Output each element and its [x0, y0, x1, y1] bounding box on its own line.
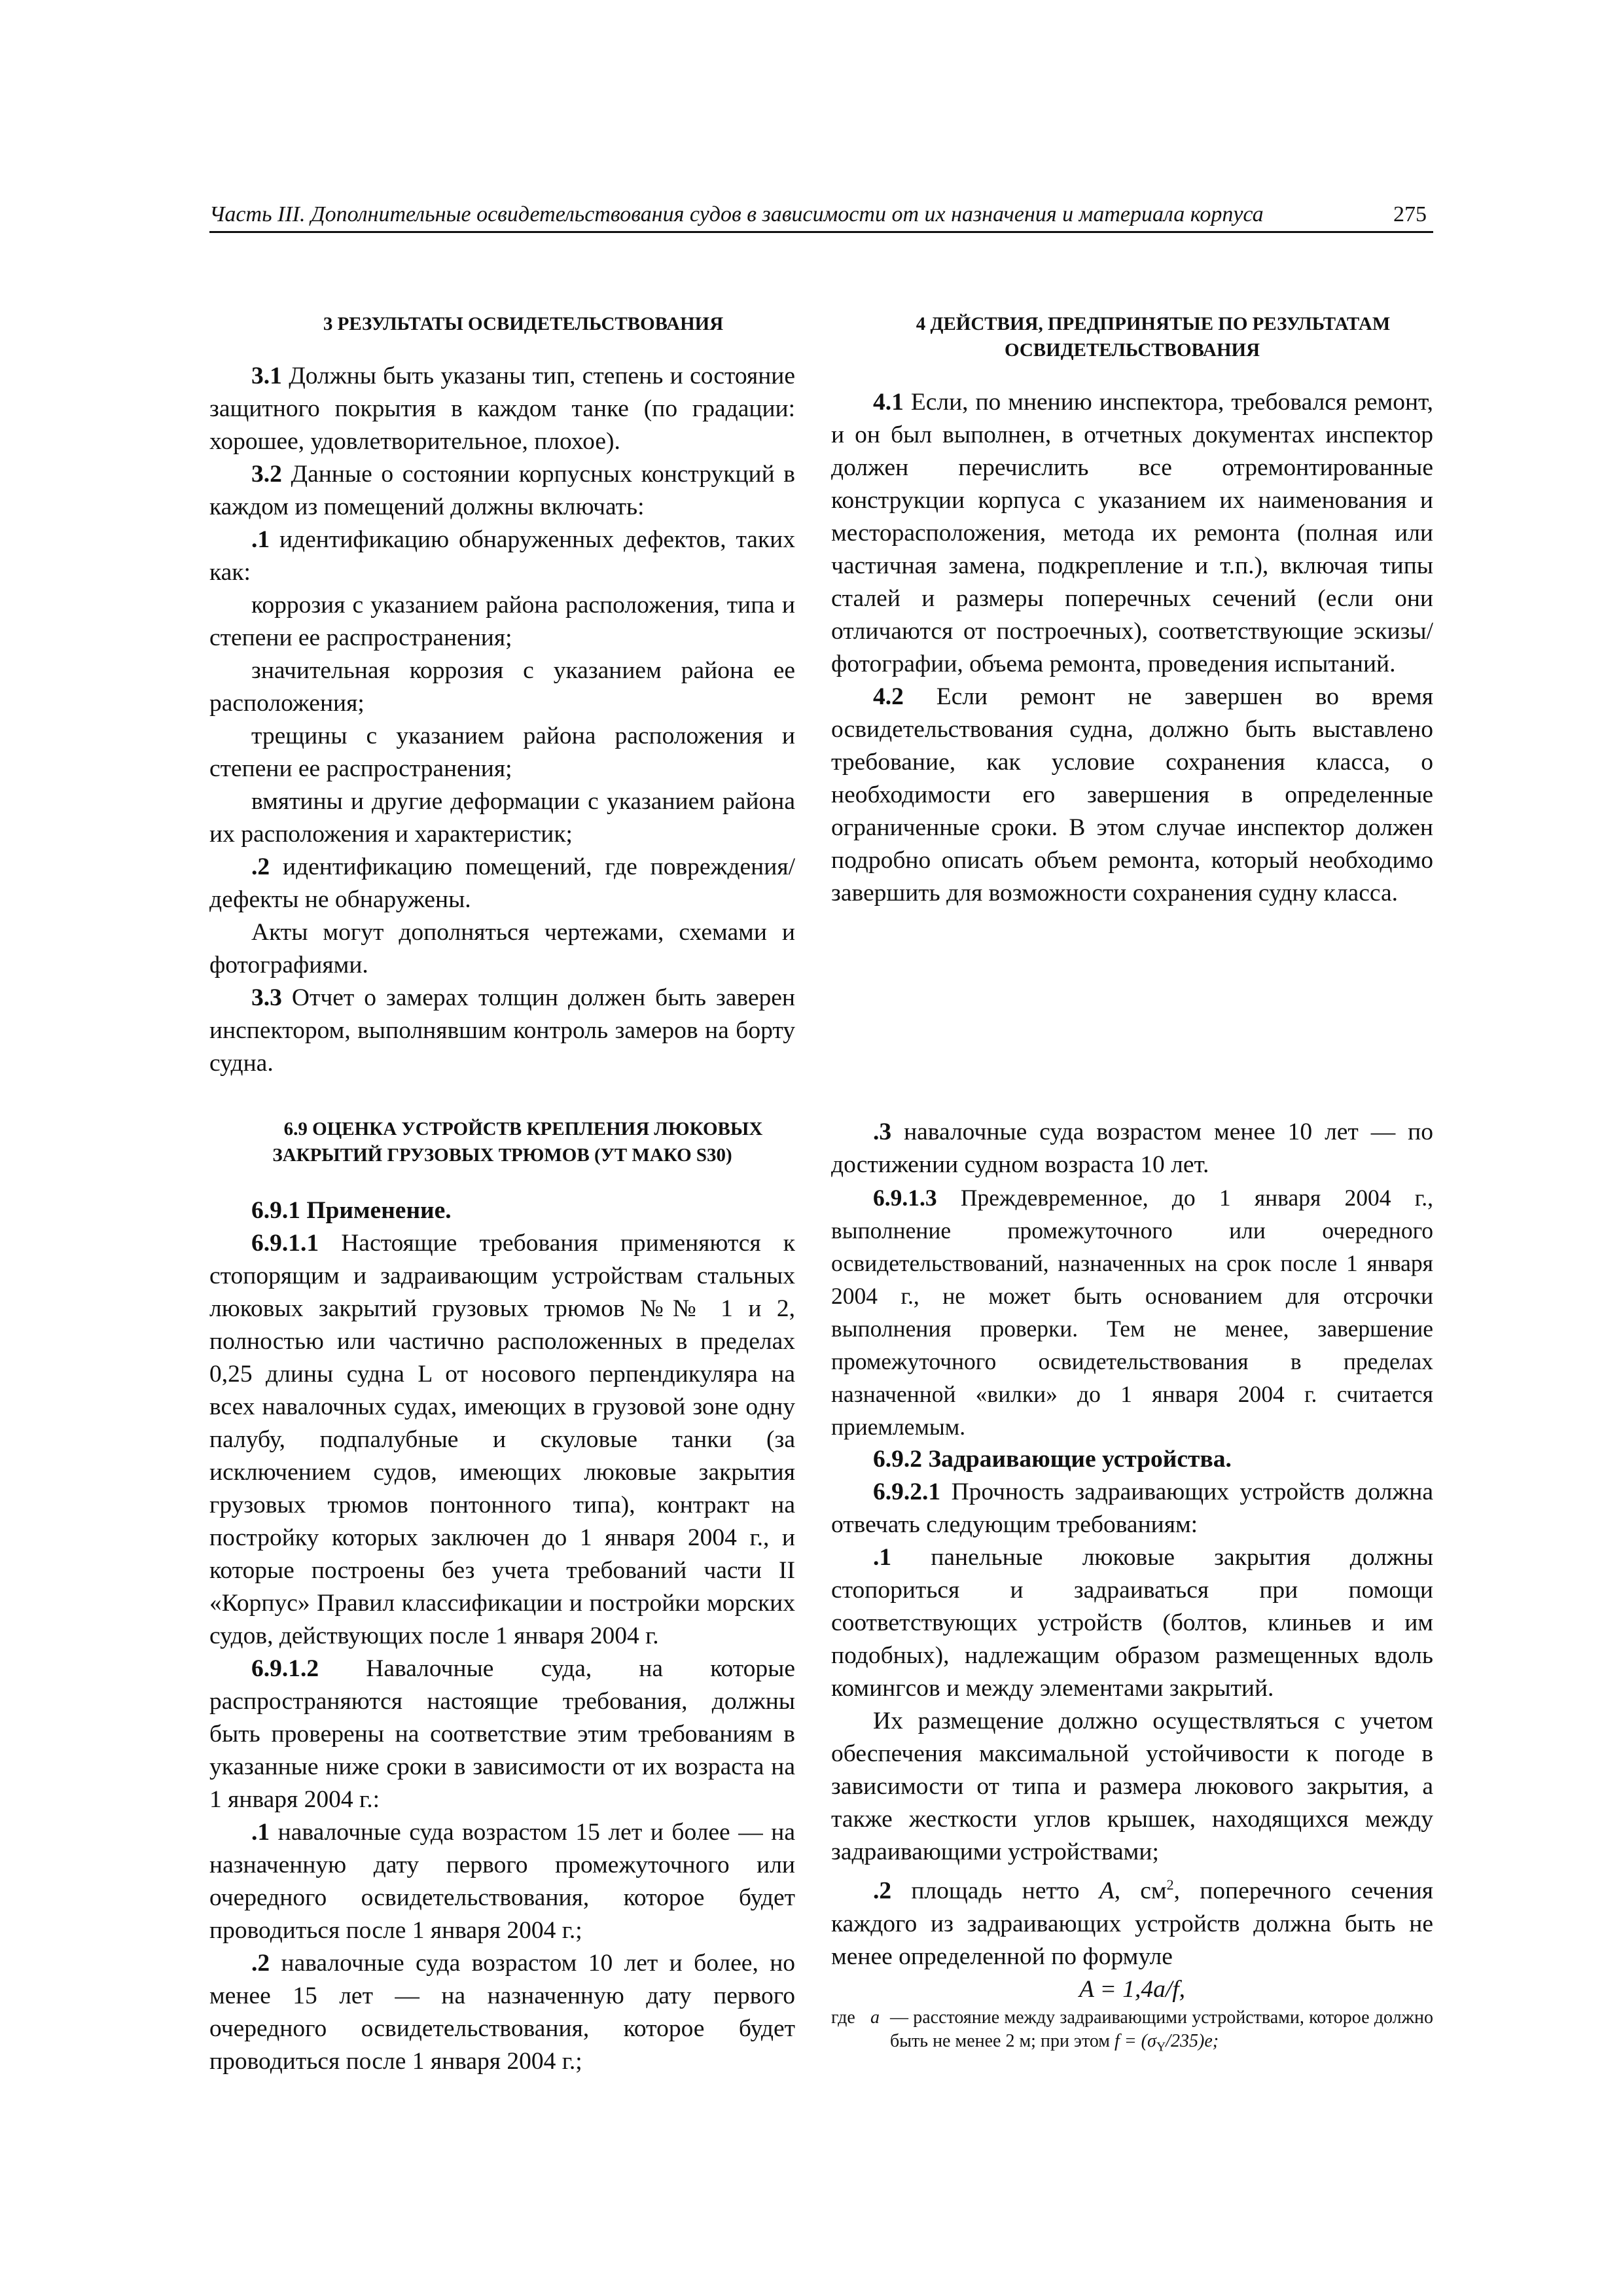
paragraph-3-2: 3.2 Данные о состоянии корпусных конструкций в каждом из помещений должны включать:: [209, 461, 796, 520]
requirement-2: .2 площадь нетто A, $см^2$, поперечного сечения каждого из задраивающих устройств должна быть не менее определенной по формуле: [831, 1876, 1434, 1970]
defect-significant-corrosion: значительная коррозия с указанием района ее расположения;: [209, 657, 795, 717]
list-item-2: .2 идентификацию помещений, где повреждения/дефекты не обнаружены.: [209, 853, 795, 913]
defect-corrosion: коррозия с указанием района расположения, типа и степени ее распространения;: [209, 592, 795, 651]
where-symbol: a: [870, 2007, 880, 2028]
formula: A = 1,4a/f,: [1079, 1975, 1186, 2003]
age-item-1: .1 навалочные суда возрастом 15 лет и более — на назначенную дату первого промежуточного или очередного освидетельствования, которое будет проводиться после 1 января 2004 г.;: [209, 1819, 796, 1944]
section-6-9-heading: 6.9 ОЦЕНКА УСТРОЙСТВ КРЕПЛЕНИЯ ЛЮКОВЫХ ЗАКРЫТИЙ ГРУЗОВЫХ ТРЮМОВ (УТ МАКО S30): [272, 1119, 763, 1166]
section-3: [209, 311, 795, 1080]
defect-dents: вмятины и другие деформации с указанием района их расположения и характеристик;: [209, 788, 795, 848]
subsection-6-9-1-heading: 6.9.1 Применение.: [251, 1197, 452, 1224]
paragraph-6-9-1-2: 6.9.1.2 Навалочные суда, на которые распространяются настоящие требования, должны быть проверены на соответствие этим требованиям в указанные ниже сроки в зависимости от их возраста на 1 января 2004 г.:: [209, 1655, 796, 1813]
page-header: [209, 200, 1433, 233]
subsection-6-9-2-heading: 6.9.2 Задраивающие устройства.: [873, 1446, 1232, 1473]
paragraph-4-2: 4.2 Если ремонт не завершен во время освидетельствования судна, должно быть выставлено требование, как условие сохранения класса, о необходимости его завершения в определенные ограниченные сроки. В этом случае инспектор должен подробно описать объем ремонта, который необходимо завершить для возможности сохранения судну класса.: [831, 683, 1433, 906]
age-item-3: .3 навалочные суда возрастом менее 10 лет — по достижении судном возраста 10 лет.: [831, 1119, 1433, 1178]
defect-cracks: трещины с указанием района расположения и степени ее распространения;: [209, 723, 795, 782]
section-3-heading: 3 РЕЗУЛЬТАТЫ ОСВИДЕТЕЛЬСТВОВАНИЯ: [323, 314, 724, 334]
acts-note: Акты могут дополняться чертежами, схемами и фотографиями.: [209, 919, 795, 978]
section-6-9-left: [209, 1116, 795, 2078]
section-6-9-right: [831, 1116, 1433, 2058]
section-4: [831, 311, 1433, 910]
paragraph-3-3: 3.3 Отчет о замерах толщин должен быть заверен инспектором, выполнявшим контроль замеров на борту судна.: [209, 984, 795, 1077]
requirement-1-placement: Их размещение должно осуществляться с учетом обеспечения максимальной устойчивости к погоде в зависимости от типа и размера люкового закрытия, а также жесткости углов крышек, находящихся между задраивающими устройствами;: [831, 1708, 1433, 1865]
paragraph-6-9-1-3: 6.9.1.3 Преждевременное, до 1 января 2004 г., выполнение промежуточного или очередного освидетельствований, назначенных на срок после 1 января 2004 г., не может быть основанием для отсрочки выполнения проверки. Тем не менее, завершение промежуточного освидетельствования в пределах назначенной «вилки» до 1 января 2004 г. считается приемлемым.: [831, 1185, 1434, 1440]
age-item-2: .2 навалочные суда возрастом 10 лет и более, но менее 15 лет — на назначенную дату первого очередного освидетельствования, которое будет проводиться после 1 января 2004 г.;: [209, 1950, 796, 2075]
paragraph-4-1: 4.1 Если, по мнению инспектора, требовался ремонт, и он был выполнен, в отчетных документах инспектор должен перечислить все отремонтированные конструкции корпуса с указанием их наименования и месторасположения, метода их ремонта (полная или частичная замена, подкрепление и т.п.), включая типы сталей и размеры поперечных сечений (если они отличаются от построечных), соответствующие эскизы/фотографии, объема ремонта, проведения испытаний.: [831, 389, 1433, 677]
requirement-1: .1 панельные люковые закрытия должны стопориться и задраиваться при помощи соответствующих устройств (болтов, клиньев и им подобных), надлежащим образом размещенных вдоль комингсов и между элементами закрытий.: [831, 1544, 1434, 1702]
formula-legend: [831, 2006, 1433, 2059]
where-text: — расстояние между задраивающими устройствами, которое должно быть не менее 2 м; при этом $f = (\sigma_Y/235)e$;: [890, 2007, 1433, 2054]
where-label: где: [831, 2007, 855, 2028]
list-item-1: .1 идентификацию обнаруженных дефектов, таких как:: [209, 526, 795, 586]
paragraph-6-9-1-1: 6.9.1.1 Настоящие требования применяются к стопорящим и задраивающим устройствам стальных люковых закрытий грузовых трюмов №№ 1 и 2, полностью или частично расположенных в пределах 0,25 длины судна L от носового перпендикуляра на всех навалочных судах, имеющих в грузовой зоне одну палубу, подпалубные и скуловые танки (за исключением судов, имеющих люковые закрытия грузовых трюмов понтонного типа), контракт на постройку которых заключен до 1 января 2004 г., и которые построены без учета требований части II «Корпус» Правил классификации и постройки морских судов, действующих после 1 января 2004 г.: [209, 1230, 795, 1649]
paragraph-6-9-2-1: 6.9.2.1 Прочность задраивающих устройств должна отвечать следующим требованиям:: [831, 1479, 1434, 1538]
paragraph-3-1: 3.1 Должны быть указаны тип, степень и состояние защитного покрытия в каждом танке (по градации: хорошее, удовлетворительное, плохое).: [209, 363, 795, 455]
header-title: Часть III. Дополнительные освидетельствования судов в зависимости от их назначения и материала корпуса: [209, 202, 1264, 226]
section-4-heading: 4 ДЕЙСТВИЯ, ПРЕДПРИНЯТЫЕ ПО РЕЗУЛЬТАТАМ ОСВИДЕТЕЛЬСТВОВАНИЯ: [916, 314, 1391, 361]
page-number: 275: [1393, 202, 1427, 226]
